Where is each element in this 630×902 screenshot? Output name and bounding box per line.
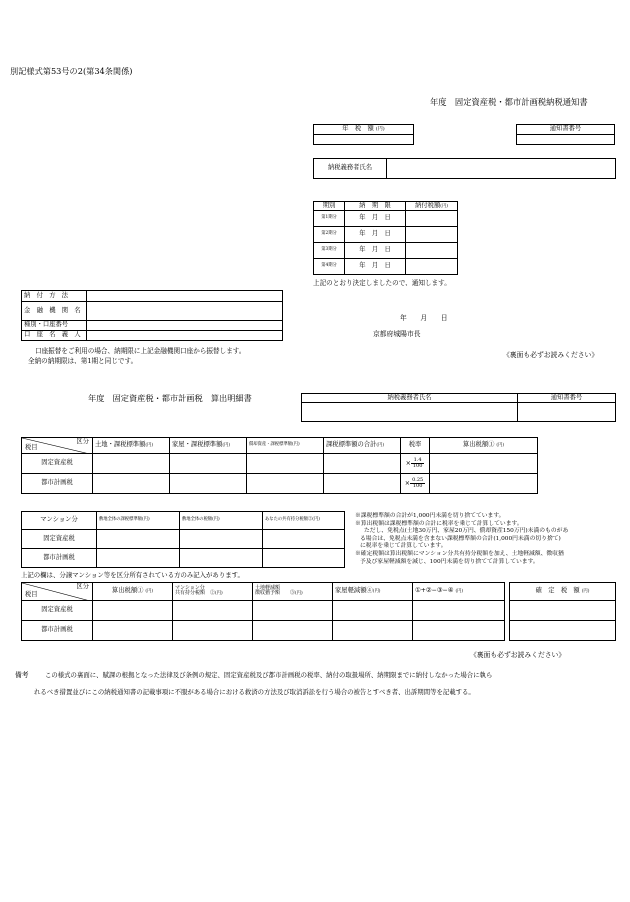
- computed-tax-cell: [430, 474, 538, 494]
- table-row: [22, 454, 538, 474]
- corner-cell: [22, 438, 93, 454]
- remarks-line-1: この様式の裏面に、賦課の根拠となった法律及び条例の規定、固定資産税及び都市計画税の税率、納付の取扱場所、納期限までに納付しなかった場合に執ら: [45, 671, 493, 679]
- depreciable-value-cell: [247, 454, 324, 474]
- full-payment-note: 全納の納期限は、第1期と同じです。: [28, 357, 138, 365]
- formula-header: ①+②−③−④ (円): [413, 583, 505, 601]
- account-holder-label: 口 座 名 義 人: [22, 331, 87, 341]
- mansion-footnote: 上記の欄は、分譲マンション等を区分所有されている方のみ記入があります。: [21, 571, 244, 579]
- due-date-cell: 年 月 日: [345, 227, 406, 243]
- computed-tax-header: 算出税額① (円): [93, 583, 173, 601]
- due-date-cell: 年 月 日: [345, 259, 406, 275]
- decided-text: 上記のとおり決定しましたので、通知します。: [313, 279, 451, 287]
- rate-cell: × $\frac{1.4}{100}$: [401, 454, 430, 474]
- share-tax-header: あなたの共有持分税額②(円): [263, 512, 345, 530]
- detail-notice-number-label: 通知書番号: [518, 394, 616, 403]
- depreciable-header: 償却資産・課税標準額(円): [247, 438, 324, 454]
- period-cell: 第3期分: [314, 243, 345, 259]
- confirmed-tax-value: [510, 621, 616, 641]
- land-value-cell: [93, 454, 170, 474]
- bank-name-label: 金 融 機 関 名: [22, 302, 87, 321]
- depreciable-value-cell: [247, 474, 324, 494]
- issue-date: 年 月 日: [400, 314, 448, 322]
- calculation-notes: ※課税標準額の合計が1,000円未満を切り捨てています。 ※算出税額は課税標準額の合計に税率を乗じて計算しています。 ただし、免税点(土地30万円、家屋20万円、償却資産150万円)未満のものがあ る場合は、免税点未満を含まない課税標準額の合計(1,000円未満の切り捨て) に税率を乗じて計算しています。 ※確定税額は算出税額にマンション分共有持分税額を加え、土地軽減額、徴収猶 予及び家屋軽減額を減じ、100円未満を切り捨てて計算しています。: [355, 513, 569, 565]
- installment-row: [314, 211, 458, 227]
- account-holder-value: [87, 331, 283, 341]
- taxpayer-name-table: [313, 158, 616, 179]
- see-back-note-1: 《裏面も必ずお読みください》: [503, 351, 599, 359]
- house-value-cell: [170, 454, 247, 474]
- tax-name-cell: 固定資産税: [22, 454, 93, 474]
- remarks-line-2: れるべき措置並びにこの納税通知書の記載事項に不服がある場合における救済の方法及び取消訴訟を行う場合の被告とすべき者、出訴期間等を記載する。: [34, 688, 475, 696]
- land-reduction-header: 土地軽減額 徴収猶予額 ③(円): [253, 583, 333, 601]
- tax-name-cell: 都市計画税: [22, 621, 93, 641]
- amount-header: 納付税額(円): [406, 202, 458, 211]
- corner-top: 区分: [76, 438, 89, 445]
- table-row: [22, 530, 345, 549]
- table-row: [22, 601, 505, 621]
- rate-header: 税率: [401, 438, 430, 454]
- period-cell: 第1期分: [314, 211, 345, 227]
- installment-row: [314, 243, 458, 259]
- installment-row: [314, 227, 458, 243]
- form-number: 別記様式第53号の2(第34条関係): [10, 66, 133, 76]
- amount-cell: [406, 243, 458, 259]
- final-tax-table: [21, 582, 505, 641]
- mansion-label: マンション分: [22, 512, 97, 530]
- detail-taxpayer-value: [302, 403, 518, 422]
- house-header: 家屋・課税標準額(円): [170, 438, 247, 454]
- taxpayer-name-value: [387, 159, 616, 179]
- period-header: 期別: [314, 202, 345, 211]
- confirmed-tax-value: [510, 601, 616, 621]
- calculation-table: [21, 437, 538, 494]
- corner-bottom: 税目: [25, 591, 38, 599]
- due-date-header: 納 期 限: [345, 202, 406, 211]
- rate-fraction: $\frac{1.4}{100}$: [412, 457, 423, 469]
- yen-unit: (円): [375, 126, 385, 133]
- notice-number-table: [516, 124, 615, 145]
- account-number-value: [87, 321, 283, 331]
- amount-cell: [406, 227, 458, 243]
- payment-method-table: [21, 290, 283, 341]
- account-number-label: 種別・口座番号: [22, 321, 87, 331]
- remarks-label: 備考: [15, 671, 29, 679]
- confirmed-tax-header: 確 定 税 額 (円): [510, 583, 616, 601]
- corner-bottom: 税目: [25, 444, 38, 452]
- computed-tax-cell: [430, 454, 538, 474]
- payment-method-label: 納 付 方 法: [22, 291, 87, 302]
- mansion-table: [21, 511, 345, 568]
- total-base-value-cell: [324, 474, 401, 494]
- amount-cell: [406, 211, 458, 227]
- mayor-name: 京都府城陽市長: [373, 330, 421, 338]
- mansion-share-header: マンション分 共有持分税額 ②(円): [173, 583, 253, 601]
- site-tax-header: 敷地全体の税額(円): [180, 512, 263, 530]
- notice-title: 年度 固定資産税・都市計画税納税通知書: [430, 97, 588, 107]
- detail-taxpayer-table: [301, 393, 616, 422]
- rate-fraction: $\frac{0.25}{100}$: [412, 477, 424, 489]
- payment-method-value: [87, 291, 283, 302]
- due-date-cell: 年 月 日: [345, 211, 406, 227]
- tax-name-cell: 都市計画税: [22, 549, 97, 568]
- land-value-cell: [93, 474, 170, 494]
- confirmed-tax-table: [509, 582, 616, 641]
- account-transfer-note: 口座振替をご利用の場合、納期限に上記金融機関口座から振替します。: [35, 347, 246, 355]
- corner-cell: [22, 583, 93, 601]
- table-row: [22, 549, 345, 568]
- tax-amount-value: [314, 135, 414, 145]
- site-base-header: 敷地全体の課税標準額(円): [97, 512, 180, 530]
- period-cell: 第2期分: [314, 227, 345, 243]
- due-date-cell: 年 月 日: [345, 243, 406, 259]
- amount-cell: [406, 259, 458, 275]
- detail-title: 年度 固定資産税・都市計画税 算出明細書: [88, 393, 252, 403]
- total-base-value-cell: [324, 454, 401, 474]
- house-reduction-header: 家屋軽減額④(円): [333, 583, 413, 601]
- tax-amount-label: 年 税 額: [342, 125, 374, 133]
- corner-top: 区分: [76, 583, 89, 590]
- see-back-note-2: 《裏面も必ずお読みください》: [470, 651, 566, 659]
- rate-cell: × $\frac{0.25}{100}$: [401, 474, 430, 494]
- detail-taxpayer-label: 納税義務者氏名: [302, 394, 518, 403]
- notice-number-value: [517, 135, 615, 145]
- tax-name-cell: 固定資産税: [22, 530, 97, 549]
- installment-row: [314, 259, 458, 275]
- total-base-header: 課税標準額の合計(円): [324, 438, 401, 454]
- detail-notice-number-value: [518, 403, 616, 422]
- taxpayer-name-label: 納税義務者氏名: [314, 159, 387, 179]
- tax-name-cell: 都市計画税: [22, 474, 93, 494]
- table-row: [22, 621, 505, 641]
- tax-amount-table: [313, 124, 414, 145]
- house-value-cell: [170, 474, 247, 494]
- notice-number-label: 通知書番号: [517, 125, 615, 135]
- period-cell: 第4期分: [314, 259, 345, 275]
- tax-name-cell: 固定資産税: [22, 601, 93, 621]
- bank-name-value: [87, 302, 283, 321]
- table-row: [22, 474, 538, 494]
- computed-tax-header: 算出税額① (円): [430, 438, 538, 454]
- installments-table: [313, 201, 458, 275]
- land-header: 土地・課税標準額(円): [93, 438, 170, 454]
